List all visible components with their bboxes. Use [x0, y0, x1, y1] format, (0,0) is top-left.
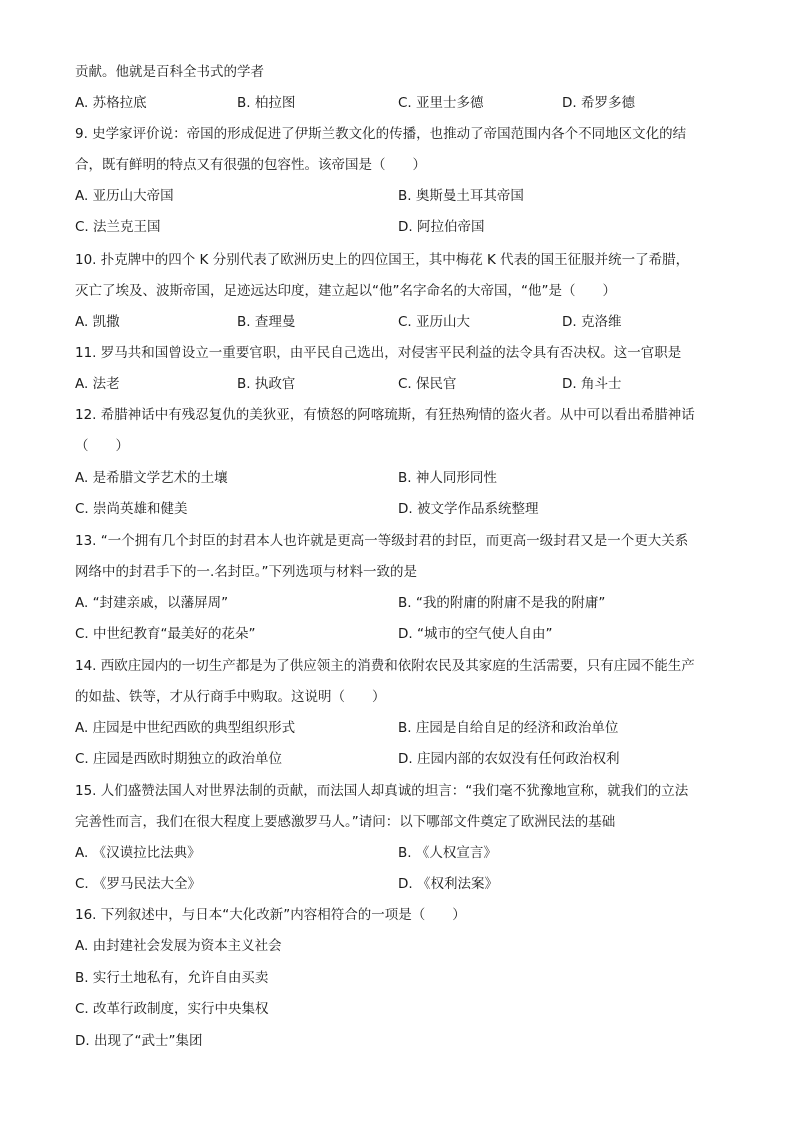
- q14-stem-line-2: 的如盐、铁等，才从行商手中购取。这说明（ ）: [75, 689, 386, 705]
- q15-option-d: D. 《权利法案》: [398, 876, 498, 892]
- q10-option-c: C. 亚历山大: [398, 314, 471, 330]
- q9-option-b: B. 奥斯曼土耳其帝国: [398, 188, 524, 204]
- q13-option-c: C. 中世纪教育“最美好的花朵”: [75, 626, 256, 642]
- q10-option-a: A. 凯撒: [75, 314, 120, 330]
- q13-stem-line-1: 13. “一个拥有几个封臣的封君本人也许就是更高一等级封君的封臣，而更高一级封君又是一个更大关系: [75, 533, 689, 549]
- q14-option-b: B. 庄园是自给自足的经济和政治单位: [398, 720, 619, 736]
- q14-option-c: C. 庄园是西欧时期独立的政治单位: [75, 751, 283, 767]
- q12-stem-line-2: （ ）: [75, 438, 129, 454]
- q9-stem-line-2: 合，既有鲜明的特点又有很强的包容性。该帝国是（ ）: [75, 157, 426, 173]
- q15-stem-line-1: 15. 人们盛赞法国人对世界法制的贡献，而法国人却真诚的坦言：“我们毫不犹豫地宣称，就我们的立法: [75, 783, 689, 799]
- q8-option-c: C. 亚里士多德: [398, 95, 484, 111]
- q10-stem-line-2: 灭亡了埃及、波斯帝国，足迹远达印度，建立起以“他”名字命名的大帝国，“他”是（ ）: [75, 283, 616, 299]
- q15-option-c: C. 《罗马民法大全》: [75, 876, 202, 892]
- q13-stem-line-2: 网络中的封君手下的一.名封臣。”下列选项与材料一致的是: [75, 564, 418, 580]
- q8-option-d: D. 希罗多德: [562, 95, 635, 111]
- q15-option-b: B. 《人权宣言》: [398, 845, 497, 861]
- q10-stem-line-1: 10. 扑克牌中的四个 K 分别代表了欧洲历史上的四位国王，其中梅花 K 代表的国王征服并统一了希腊，: [75, 252, 690, 268]
- q16-option-b: B. 实行土地私有，允许自由买卖: [75, 970, 269, 986]
- q8-option-b: B. 柏拉图: [237, 95, 296, 111]
- q13-option-d: D. “城市的空气使人自由”: [398, 626, 553, 642]
- q15-option-a: A. 《汉谟拉比法典》: [75, 845, 201, 861]
- q16-option-a: A. 由封建社会发展为资本主义社会: [75, 938, 282, 954]
- q14-option-a: A. 庄园是中世纪西欧的典型组织形式: [75, 720, 296, 736]
- q13-option-b: B. “我的附庸的附庸不是我的附庸”: [398, 595, 606, 611]
- q12-option-d: D. 被文学作品系统整理: [398, 501, 539, 517]
- q11-stem-line-1: 11. 罗马共和国曾设立一重要官职，由平民自己选出，对侵害平民利益的法令具有否决权。这一官职是: [75, 345, 682, 361]
- q11-option-b: B. 执政官: [237, 376, 296, 392]
- q14-stem-line-1: 14. 西欧庄园内的一切生产都是为了供应领主的消费和依附农民及其家庭的生活需要，只有庄园不能生产: [75, 658, 695, 674]
- q10-option-d: D. 克洛维: [562, 314, 622, 330]
- question-8-stem-tail: 贡献。他就是百科全书式的学者: [75, 64, 264, 80]
- q10-option-b: B. 查理曼: [237, 314, 296, 330]
- q16-option-c: C. 改革行政制度，实行中央集权: [75, 1001, 269, 1017]
- q11-option-a: A. 法老: [75, 376, 120, 392]
- q9-stem-line-1: 9. 史学家评价说：帝国的形成促进了伊斯兰教文化的传播，也推动了帝国范围内各个不同地区文化的结: [75, 126, 687, 142]
- q9-option-c: C. 法兰克王国: [75, 219, 161, 235]
- q15-stem-line-2: 完善性而言，我们在很大程度上要感激罗马人。”请问：以下哪部文件奠定了欧洲民法的基础: [75, 814, 616, 830]
- q16-option-d: D. 出现了“武士”集团: [75, 1033, 203, 1049]
- q8-option-a: A. 苏格拉底: [75, 95, 147, 111]
- q16-stem-line-1: 16. 下列叙述中，与日本“大化改新”内容相符合的一项是（ ）: [75, 907, 466, 923]
- q12-option-a: A. 是希腊文学艺术的土壤: [75, 470, 228, 486]
- q12-stem-line-1: 12. 希腊神话中有残忍复仇的美狄亚，有愤怒的阿喀琉斯，有狂热殉情的盗火者。从中可以看出希腊神话: [75, 407, 695, 423]
- q9-option-d: D. 阿拉伯帝国: [398, 219, 485, 235]
- q13-option-a: A. “封建亲戚，以藩屏周”: [75, 595, 229, 611]
- q11-option-d: D. 角斗士: [562, 376, 622, 392]
- q9-option-a: A. 亚历山大帝国: [75, 188, 174, 204]
- q11-option-c: C. 保民官: [398, 376, 457, 392]
- q12-option-c: C. 崇尚英雄和健美: [75, 501, 188, 517]
- q12-option-b: B. 神人同形同性: [398, 470, 497, 486]
- q14-option-d: D. 庄园内部的农奴没有任何政治权利: [398, 751, 620, 767]
